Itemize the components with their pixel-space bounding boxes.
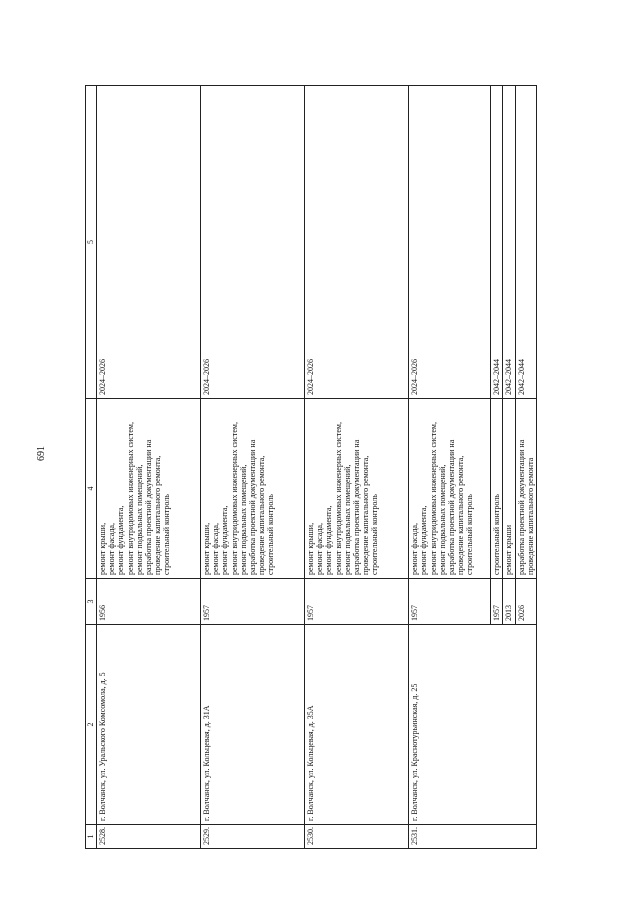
year-cell: 1956	[97, 579, 201, 625]
work-item: разработка проектной документации на	[352, 439, 362, 575]
capital-repair-table	[85, 85, 537, 849]
work-item: ремонт фундамента,	[324, 505, 334, 575]
column-number: 4	[86, 399, 97, 579]
period-cell: 2024–2026	[305, 86, 409, 399]
work-item: ремонт крыши,	[306, 522, 316, 575]
works-cell	[409, 399, 491, 579]
work-item: ремонт внутридомовых инженерных систем,	[428, 422, 438, 575]
rotated-table-wrapper	[85, 86, 537, 849]
work-item: ремонт подвальных помещений,	[134, 464, 144, 575]
work-item: разработка проектной документации на	[446, 439, 456, 575]
works-cell	[97, 399, 201, 579]
work-item: строительный контроль	[465, 494, 475, 575]
work-item: ремонт фасада,	[315, 523, 325, 575]
address-cell: г. Волчанск, ул. Кольцевая, д. 31А	[201, 625, 305, 825]
year-cell: 2026	[515, 579, 536, 625]
period-cell: 2024–2026	[97, 86, 201, 399]
work-item: ремонт внутридомовых инженерных систем,	[333, 422, 343, 575]
work-item: ремонт подвальных помещений,	[437, 464, 447, 575]
work-item: ремонт крыши	[504, 524, 514, 575]
address-cell: г. Волчанск, ул. Краснотурьинская, д. 25	[409, 625, 537, 825]
table-row	[201, 86, 305, 849]
address-cell: г. Волчанск, ул. Кольцевая, д. 35А	[305, 625, 409, 825]
work-item: ремонт внутридомовых инженерных систем,	[229, 422, 239, 575]
works-cell	[491, 399, 503, 579]
period-cell: 2024–2026	[409, 86, 491, 399]
work-item: ремонт фасада,	[211, 523, 221, 575]
work-item: проведение капитального ремонта,	[456, 455, 466, 575]
works-cell	[503, 399, 515, 579]
year-cell: 2013	[503, 579, 515, 625]
column-number: 3	[86, 579, 97, 625]
period-cell: 2042–2044	[503, 86, 515, 399]
work-item: строительный контроль	[162, 494, 172, 575]
work-item: ремонт крыши,	[98, 522, 107, 575]
period-cell: 2042–2044	[515, 86, 536, 399]
work-item: проведение капитального ремонта,	[257, 455, 267, 575]
work-item: проведение капитального ремонта,	[153, 455, 163, 575]
column-number: 5	[86, 86, 97, 399]
address-cell: г. Волчанск, ул. Уральского Комсомола, д. 5	[97, 625, 201, 825]
row-number: 2530.	[305, 825, 409, 849]
row-number: 2531.	[409, 825, 537, 849]
column-number: 2	[86, 625, 97, 825]
work-item: ремонт фундамента,	[419, 505, 429, 575]
work-item: разработка проектной документации на	[143, 439, 153, 575]
column-number-row	[86, 86, 97, 849]
table-row	[97, 86, 201, 849]
work-item: ремонт фасада,	[107, 523, 117, 575]
work-item: ремонт подвальных помещений,	[238, 464, 248, 575]
work-item: проведение капитального ремонта	[525, 457, 535, 575]
works-cell	[305, 399, 409, 579]
works-cell	[515, 399, 536, 579]
work-item: ремонт фасада,	[410, 523, 420, 575]
work-item: ремонт внутридомовых инженерных систем,	[125, 422, 135, 575]
table-row	[409, 86, 491, 849]
row-number: 2529.	[201, 825, 305, 849]
work-item: разработка проектной документации на	[247, 439, 257, 575]
work-item: ремонт крыши,	[202, 522, 212, 575]
work-item: строительный контроль	[266, 494, 276, 575]
table-row	[305, 86, 409, 849]
row-number: 2528.	[97, 825, 201, 849]
year-cell: 1957	[305, 579, 409, 625]
period-cell: 2024–2026	[201, 86, 305, 399]
work-item: строительный контроль	[492, 494, 502, 575]
year-cell: 1957	[409, 579, 491, 625]
year-cell: 1957	[491, 579, 503, 625]
page-number: 691	[36, 446, 47, 461]
column-number: 1	[86, 825, 97, 849]
work-item: строительный контроль	[370, 494, 380, 575]
works-cell	[201, 399, 305, 579]
work-item: ремонт фундамента,	[116, 505, 126, 575]
work-item: ремонт фундамента,	[220, 505, 230, 575]
work-item: проведение капитального ремонта,	[361, 455, 371, 575]
work-item: ремонт подвальных помещений,	[342, 464, 352, 575]
year-cell: 1957	[201, 579, 305, 625]
period-cell: 2042–2044	[491, 86, 503, 399]
work-item: разработка проектной документации на	[516, 439, 526, 575]
